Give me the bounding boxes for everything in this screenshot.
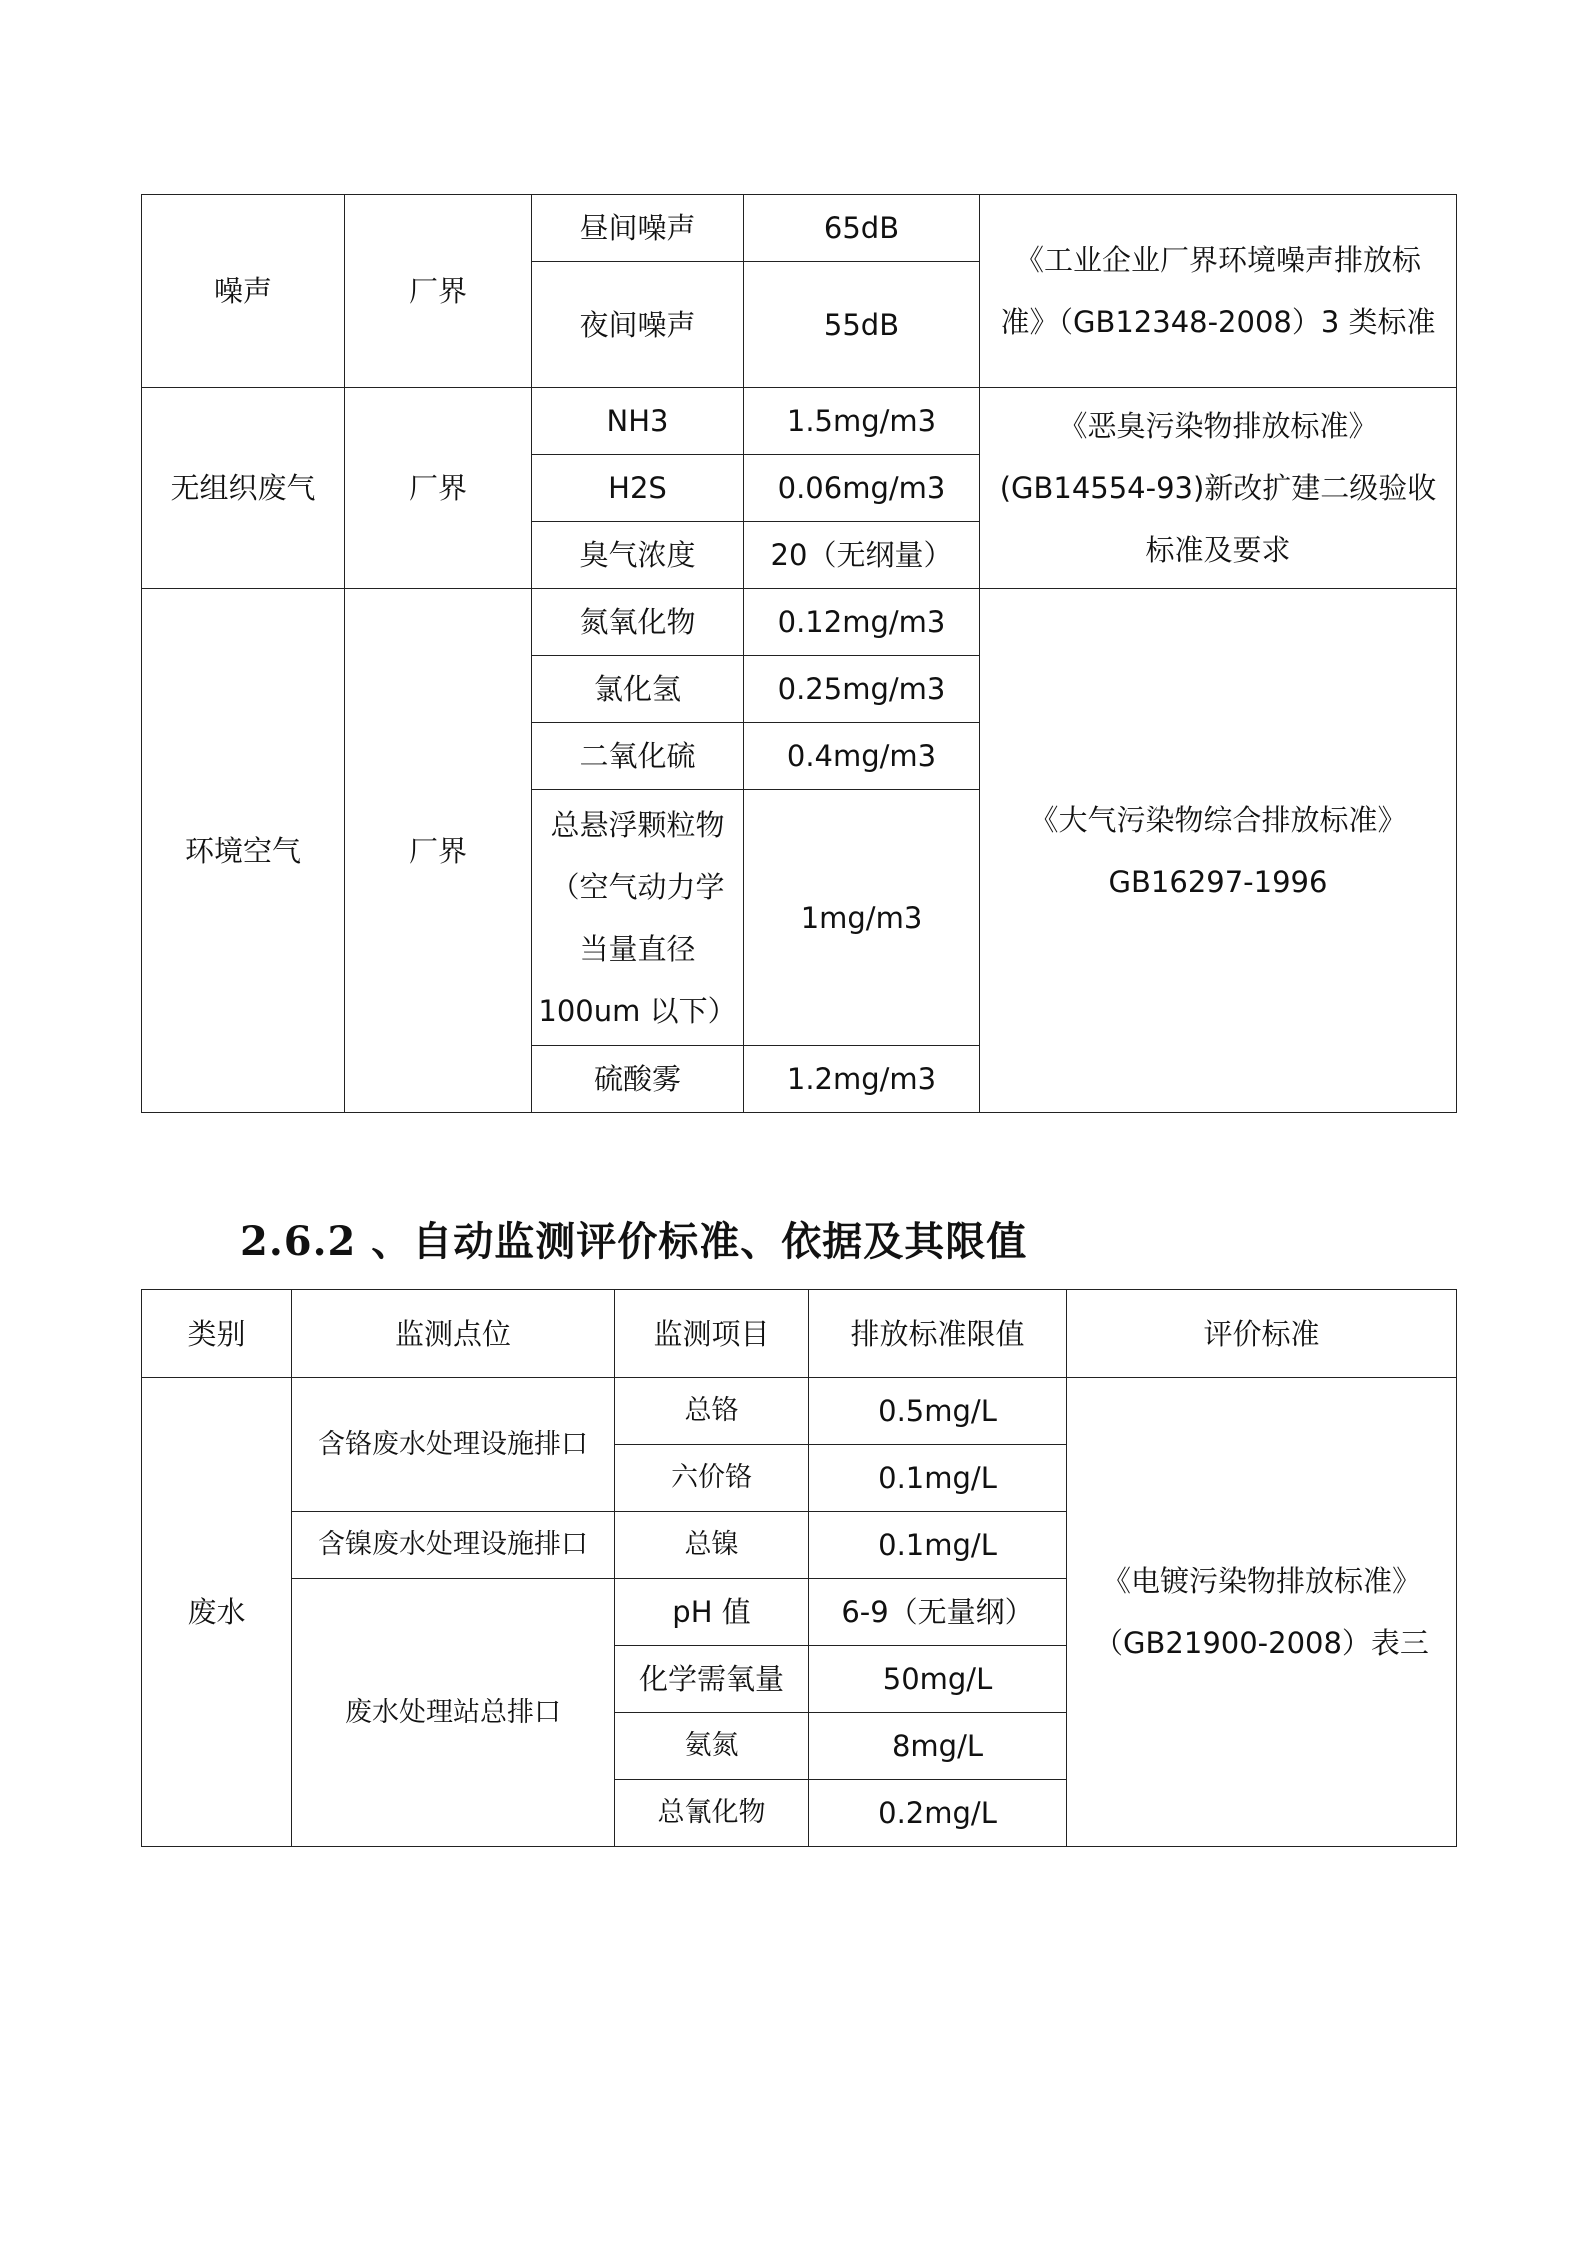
item-cell: 总镍 — [615, 1512, 809, 1579]
item-cell: pH 值 — [615, 1579, 809, 1646]
standard-line: （GB21900-2008）表三 — [1094, 1626, 1429, 1660]
item-cell: 氨氮 — [615, 1713, 809, 1780]
value-cell: 55dB — [744, 262, 980, 388]
header-cell: 评价标准 — [1067, 1290, 1457, 1378]
value-cell: 1.5mg/m3 — [744, 388, 980, 455]
value-cell: 20（无纲量） — [744, 522, 980, 589]
location-cell: 厂界 — [345, 589, 532, 1113]
location-cell: 厂界 — [345, 195, 532, 388]
header-cell: 类别 — [142, 1290, 292, 1378]
category-cell: 噪声 — [142, 195, 345, 388]
item-cell: H2S — [532, 455, 744, 522]
category-cell: 环境空气 — [142, 589, 345, 1113]
value-cell: 0.06mg/m3 — [744, 455, 980, 522]
item-cell: 六价铬 — [615, 1445, 809, 1512]
value-cell: 6-9（无量纲） — [809, 1579, 1067, 1646]
header-cell: 排放标准限值 — [809, 1290, 1067, 1378]
item-cell: 氯化氢 — [532, 656, 744, 723]
value-cell: 0.4mg/m3 — [744, 723, 980, 790]
standard-line: 《大气污染物综合排放标准》 — [1029, 802, 1407, 837]
item-cell: 昼间噪声 — [532, 195, 744, 262]
value-cell: 0.12mg/m3 — [744, 589, 980, 656]
item-cell: 夜间噪声 — [532, 262, 744, 388]
value-cell: 1mg/m3 — [744, 790, 980, 1046]
point-cell: 含铬废水处理设施排口 — [292, 1378, 615, 1512]
point-cell: 废水处理站总排口 — [292, 1579, 615, 1847]
item-cell: 氮氧化物 — [532, 589, 744, 656]
value-cell: 0.1mg/L — [809, 1512, 1067, 1579]
location-cell: 厂界 — [345, 388, 532, 589]
item-cell: 总铬 — [615, 1378, 809, 1445]
value-cell: 0.2mg/L — [809, 1780, 1067, 1847]
category-cell: 废水 — [142, 1378, 292, 1847]
point-cell: 含镍废水处理设施排口 — [292, 1512, 615, 1579]
emission-standards-table — [141, 194, 1457, 1113]
value-cell: 0.25mg/m3 — [744, 656, 980, 723]
standard-line: GB16297-1996 — [1108, 864, 1328, 899]
auto-monitoring-table — [141, 1289, 1457, 1847]
item-cell: 化学需氧量 — [615, 1646, 809, 1713]
value-cell: 50mg/L — [809, 1646, 1067, 1713]
standard-cell — [1067, 1378, 1457, 1847]
standard-cell: 《工业企业厂界环境噪声排放标准》（GB12348-2008）3 类标准 — [980, 195, 1457, 388]
standard-cell — [980, 589, 1457, 1113]
item-cell: 臭气浓度 — [532, 522, 744, 589]
standard-line: 《电镀污染物排放标准》 — [1101, 1564, 1421, 1598]
value-cell: 0.1mg/L — [809, 1445, 1067, 1512]
value-cell: 8mg/L — [809, 1713, 1067, 1780]
item-cell: 总氰化物 — [615, 1780, 809, 1847]
item-cell: NH3 — [532, 388, 744, 455]
value-cell: 0.5mg/L — [809, 1378, 1067, 1445]
item-cell: 总悬浮颗粒物（空气动力学当量直径100um 以下） — [532, 790, 744, 1046]
section-heading: 2.6.2 、自动监测评价标准、依据及其限值 — [240, 1218, 1028, 1265]
item-cell: 二氧化硫 — [532, 723, 744, 790]
item-cell: 硫酸雾 — [532, 1046, 744, 1113]
value-cell: 1.2mg/m3 — [744, 1046, 980, 1113]
category-cell: 无组织废气 — [142, 388, 345, 589]
header-cell: 监测项目 — [615, 1290, 809, 1378]
header-cell: 监测点位 — [292, 1290, 615, 1378]
value-cell: 65dB — [744, 195, 980, 262]
standard-cell: 《恶臭污染物排放标准》(GB14554-93)新改扩建二级验收标准及要求 — [980, 388, 1457, 589]
